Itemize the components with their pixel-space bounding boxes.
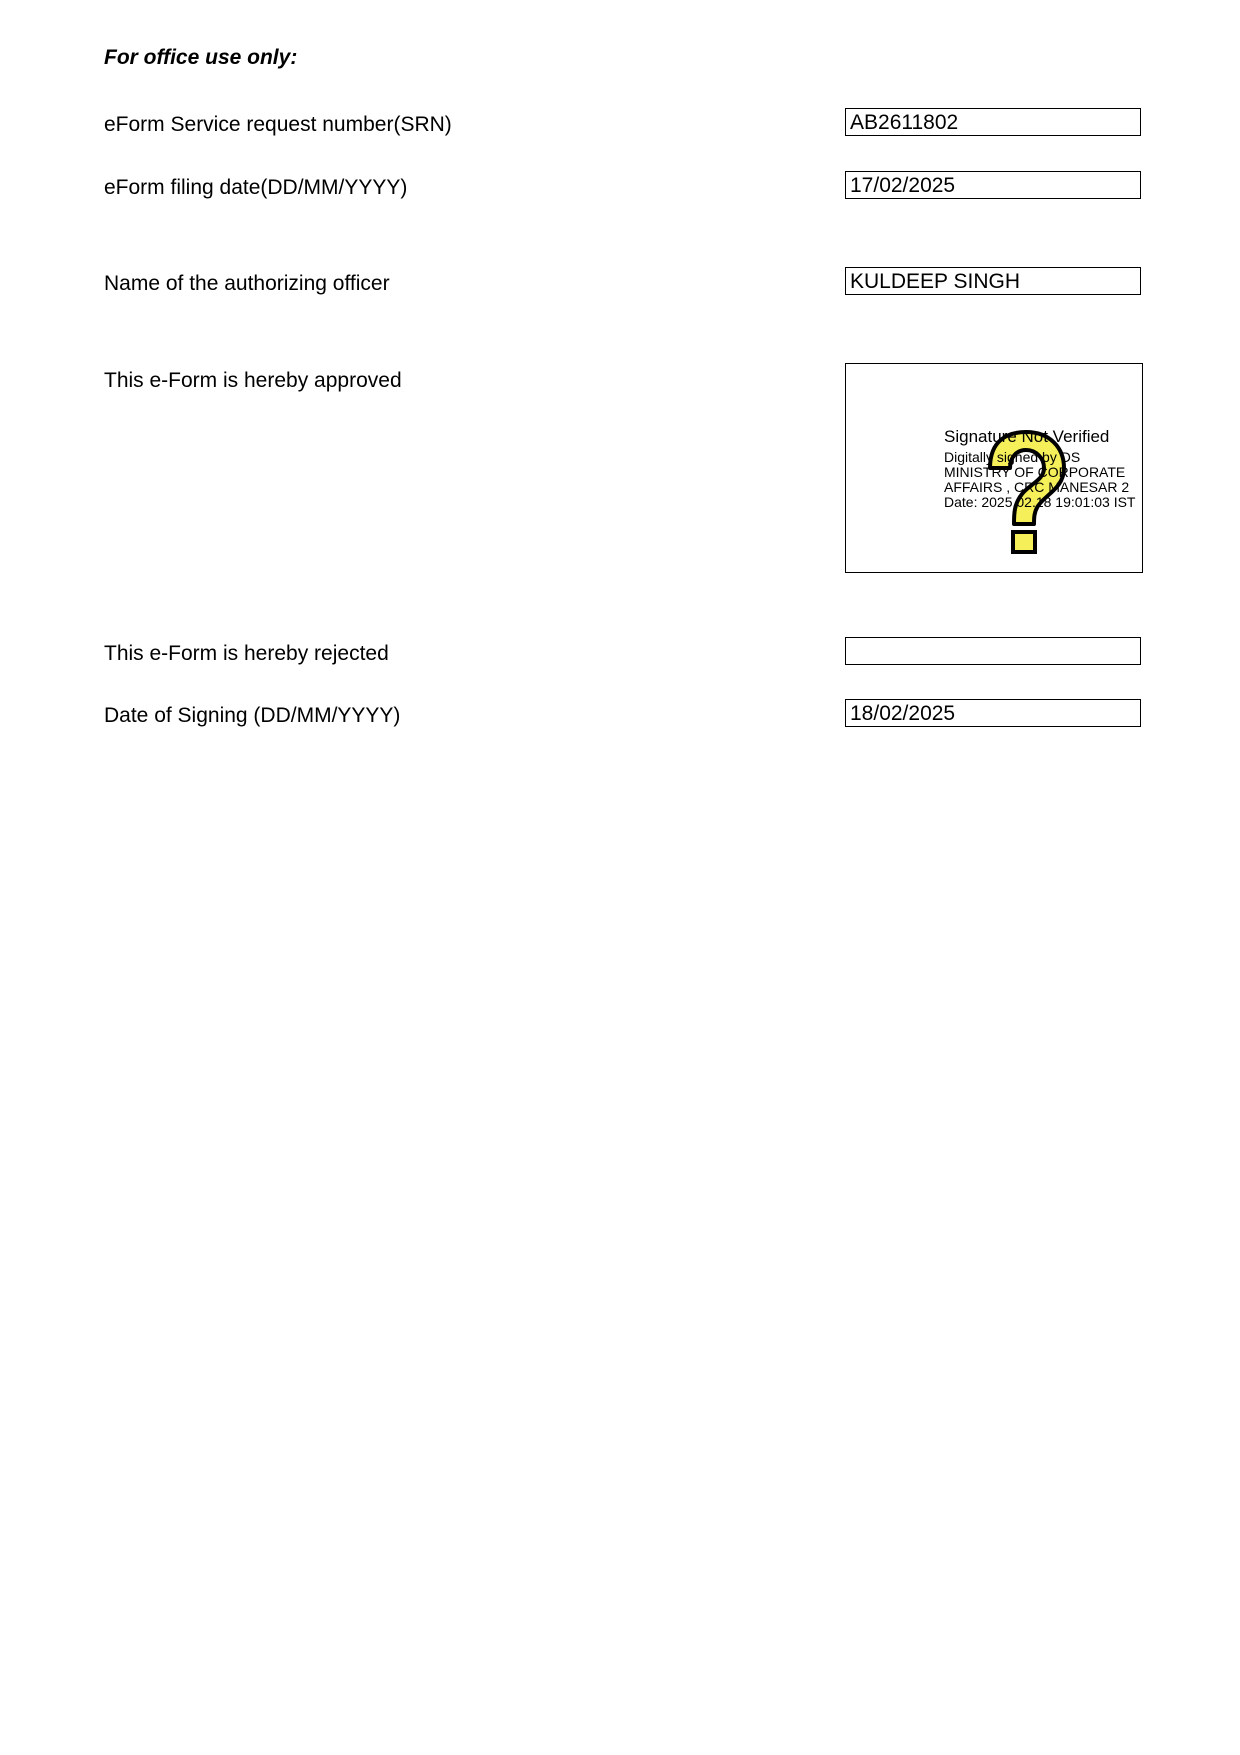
srn-field[interactable]: AB2611802: [845, 108, 1141, 136]
office-use-heading: For office use only:: [104, 46, 298, 69]
authorizing-officer-label: Name of the authorizing officer: [104, 272, 390, 295]
rejected-field[interactable]: [845, 637, 1141, 665]
signature-box[interactable]: [845, 363, 1143, 573]
signing-date-label: Date of Signing (DD/MM/YYYY): [104, 704, 401, 727]
rejected-label: This e-Form is hereby rejected: [104, 642, 389, 665]
signature-status: Signature Not Verified: [944, 427, 1110, 446]
filing-date-field[interactable]: 17/02/2025: [845, 171, 1141, 199]
authorizing-officer-field[interactable]: KULDEEP SINGH: [845, 267, 1141, 295]
signing-date-field[interactable]: 18/02/2025: [845, 699, 1141, 727]
signature-details: Digitally signed by DS MINISTRY OF CORPORATE AFFAIRS , CRC MANESAR 2 Date: 2025.02.18 19:01:03 IST: [944, 449, 1136, 510]
srn-label: eForm Service request number(SRN): [104, 113, 452, 136]
approved-label: This e-Form is hereby approved: [104, 369, 402, 392]
filing-date-label: eForm filing date(DD/MM/YYYY): [104, 176, 408, 199]
